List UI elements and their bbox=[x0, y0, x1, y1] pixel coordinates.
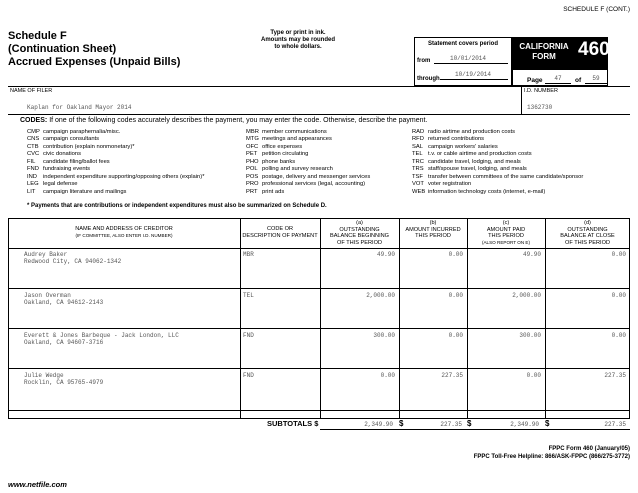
code-item bbox=[246, 129, 370, 136]
code-description: returned contributions bbox=[428, 136, 485, 143]
row-code[interactable]: MBR bbox=[243, 251, 254, 258]
header-col-a-line: (a) bbox=[356, 220, 363, 226]
header-code-line: DESCRIPTION OF PAYMENT bbox=[242, 232, 318, 239]
filer-name[interactable]: Kaplan for Oakland Mayor 2014 bbox=[27, 104, 132, 111]
subtotal-balance-close[interactable]: 227.35 bbox=[604, 421, 626, 428]
row-code[interactable]: FND bbox=[243, 372, 254, 379]
header-code-line: CODE OR bbox=[266, 226, 294, 232]
row-creditor-name[interactable]: Everett & Jones Barbeque - Jack London, LLC bbox=[24, 332, 179, 339]
row-amount-incurred[interactable]: 0.00 bbox=[448, 332, 463, 339]
code-item bbox=[27, 136, 204, 143]
row-amount-paid[interactable]: 0.00 bbox=[526, 372, 541, 379]
header-col-d-line: OUTSTANDING bbox=[567, 226, 608, 233]
header-col-d bbox=[545, 220, 630, 246]
form-number: 460 bbox=[578, 39, 610, 60]
code-description: polling and survey research bbox=[262, 166, 333, 173]
row-balance-close[interactable]: 0.00 bbox=[611, 332, 626, 339]
page-number[interactable]: 47 bbox=[554, 75, 562, 82]
row-creditor-address[interactable]: Oakland, CA 94612-2143 bbox=[24, 299, 104, 306]
form-version: FPPC Form 460 (January/05) bbox=[548, 446, 630, 452]
header-col-b bbox=[399, 220, 467, 240]
code-abbr: CTB bbox=[27, 143, 39, 150]
code-item bbox=[246, 151, 370, 158]
form-text: FORM bbox=[532, 52, 556, 61]
code-abbr: LIT bbox=[27, 188, 36, 195]
code-description: meetings and appearances bbox=[262, 136, 332, 143]
code-item bbox=[246, 144, 370, 151]
california-form-label bbox=[514, 42, 574, 62]
subtotal-balance-beginning[interactable]: 2,349.90 bbox=[364, 421, 393, 428]
code-abbr: PHO bbox=[246, 158, 259, 165]
row-balance-beginning[interactable]: 2,000.00 bbox=[366, 292, 395, 299]
header-col-d-line: OF THIS PERIOD bbox=[565, 239, 610, 246]
of-label: of bbox=[575, 77, 582, 84]
code-description: radio airtime and production costs bbox=[428, 129, 515, 135]
statement-period-title: Statement covers period bbox=[427, 41, 499, 47]
code-description: professional services (legal, accounting) bbox=[262, 181, 366, 188]
row-balance-beginning[interactable]: 49.90 bbox=[376, 251, 395, 258]
code-item bbox=[27, 166, 204, 173]
code-description: campaign workers' salaries bbox=[428, 143, 498, 150]
code-abbr: OFC bbox=[246, 143, 259, 150]
schedule-cont-label: SCHEDULE F (CONT.) bbox=[563, 6, 630, 13]
code-description: fundraising events bbox=[43, 166, 91, 173]
dollar-sign: $ bbox=[545, 419, 550, 428]
code-item bbox=[27, 181, 204, 188]
dollar-sign: $ bbox=[399, 419, 404, 428]
header-col-c-line: THIS PERIOD bbox=[488, 233, 524, 240]
row-balance-close[interactable]: 0.00 bbox=[611, 292, 626, 299]
code-item bbox=[246, 174, 370, 181]
header-creditor bbox=[8, 226, 240, 239]
header-col-a-line: OUTSTANDING bbox=[339, 226, 380, 233]
code-description: campaign literature and mailings bbox=[43, 188, 127, 195]
website-link[interactable]: www.netfile.com bbox=[8, 480, 67, 489]
header-code bbox=[240, 226, 320, 239]
code-item bbox=[27, 151, 204, 158]
code-description: contribution (explain nonmonetary)* bbox=[43, 143, 135, 150]
code-abbr: POL bbox=[246, 166, 258, 173]
code-abbr: TSF bbox=[412, 173, 423, 180]
code-description: phone banks bbox=[262, 158, 296, 165]
code-item bbox=[246, 181, 370, 188]
form-description: Accrued Expenses (Unpaid Bills) bbox=[8, 56, 181, 68]
code-abbr: PET bbox=[246, 151, 258, 158]
code-abbr: PRO bbox=[246, 181, 259, 188]
row-amount-incurred[interactable]: 227.35 bbox=[441, 372, 463, 379]
code-abbr: MBR bbox=[246, 129, 259, 135]
subtotals-label: SUBTOTALS $ bbox=[267, 419, 319, 428]
page-label: Page bbox=[527, 77, 543, 84]
header-col-c-line: (c) bbox=[502, 220, 510, 226]
through-label: through bbox=[417, 76, 440, 82]
code-item bbox=[27, 189, 204, 196]
row-amount-paid[interactable]: 2,000.00 bbox=[512, 292, 541, 299]
header-creditor-title: NAME AND ADDRESS OF CREDITOR bbox=[75, 226, 173, 232]
code-abbr: POS bbox=[246, 173, 259, 180]
header-col-b-line: AMOUNT INCURRED bbox=[405, 226, 461, 233]
codes-column-1 bbox=[27, 129, 204, 196]
code-item bbox=[412, 129, 583, 136]
code-item bbox=[246, 166, 370, 173]
code-description: office expenses bbox=[262, 143, 303, 150]
through-date[interactable]: 10/19/2014 bbox=[454, 71, 491, 78]
code-item bbox=[412, 174, 583, 181]
header-col-c bbox=[467, 220, 545, 246]
code-description: print ads bbox=[262, 188, 285, 195]
code-description: information technology costs (internet, e-mail) bbox=[428, 188, 546, 195]
form-footer bbox=[474, 445, 630, 461]
type-print-line: Type or print in ink. bbox=[270, 30, 326, 36]
code-abbr: TRS bbox=[412, 166, 424, 173]
code-description: t.v. or cable airtime and production costs bbox=[428, 151, 532, 158]
code-abbr: RFD bbox=[412, 136, 424, 143]
type-print-instructions bbox=[252, 30, 344, 51]
code-description: staff/spouse travel, lodging, and meals bbox=[428, 166, 527, 173]
code-item bbox=[412, 166, 583, 173]
code-description: campaign consultants bbox=[43, 136, 100, 143]
dollar-sign: $ bbox=[467, 419, 472, 428]
form-subtitle: (Continuation Sheet) bbox=[8, 43, 117, 55]
code-abbr: MTG bbox=[246, 136, 259, 143]
code-item bbox=[27, 129, 204, 136]
code-abbr: TEL bbox=[412, 151, 423, 158]
code-item bbox=[27, 174, 204, 181]
row-balance-close[interactable]: 0.00 bbox=[611, 251, 626, 258]
california-text: CALIFORNIA bbox=[519, 42, 569, 51]
header-col-a-line: BALANCE BEGINNING bbox=[329, 233, 390, 240]
code-description: legal defense bbox=[43, 181, 78, 188]
row-amount-paid[interactable]: 49.90 bbox=[522, 251, 541, 258]
row-amount-incurred[interactable]: 0.00 bbox=[448, 251, 463, 258]
code-item bbox=[412, 144, 583, 151]
code-item bbox=[412, 189, 583, 196]
code-item bbox=[246, 136, 370, 143]
code-abbr: TRC bbox=[412, 158, 424, 165]
header-col-c-line: AMOUNT PAID bbox=[486, 226, 526, 233]
code-abbr: VOT bbox=[412, 181, 424, 188]
subtotal-amount-paid[interactable]: 2,349.90 bbox=[510, 421, 539, 428]
code-item bbox=[412, 151, 583, 158]
codes-column-3 bbox=[412, 129, 583, 196]
codes-heading bbox=[20, 117, 427, 124]
row-code[interactable]: FND bbox=[243, 332, 254, 339]
code-item bbox=[412, 136, 583, 143]
code-abbr: IND bbox=[27, 173, 37, 180]
code-description: candidate travel, lodging, and meals bbox=[428, 158, 521, 165]
code-abbr: WEB bbox=[412, 188, 426, 195]
code-description: candidate filing/ballot fees bbox=[43, 158, 110, 165]
code-abbr: PRT bbox=[246, 188, 258, 195]
row-creditor-address[interactable]: Redwood City, CA 94062-1342 bbox=[24, 258, 122, 265]
code-description: independent expenditure supporting/opposing others (explain)* bbox=[43, 173, 205, 180]
code-abbr: RAD bbox=[412, 129, 425, 135]
row-balance-beginning[interactable]: 300.00 bbox=[373, 332, 395, 339]
row-amount-incurred[interactable]: 0.00 bbox=[448, 292, 463, 299]
header-col-d-line: (d) bbox=[584, 220, 591, 226]
codes-label: CODES: bbox=[20, 117, 48, 124]
row-code[interactable]: TEL bbox=[243, 292, 254, 299]
row-amount-paid[interactable]: 300.00 bbox=[519, 332, 541, 339]
subtotal-amount-incurred[interactable]: 227.35 bbox=[440, 421, 462, 428]
type-print-line: to whole dollars. bbox=[274, 44, 322, 50]
code-description: member communications bbox=[262, 129, 327, 135]
helpline: FPPC Toll-Free Helpline: 866/ASK-FPPC (866/275-3772) bbox=[473, 454, 630, 460]
header-col-d-line: BALANCE AT CLOSE bbox=[560, 233, 615, 240]
filer-id[interactable]: 1362730 bbox=[527, 104, 553, 111]
row-creditor-name[interactable]: Julie Wedge bbox=[24, 372, 64, 379]
code-abbr: CMP bbox=[27, 129, 40, 135]
code-item bbox=[246, 189, 370, 196]
header-creditor-note: (IF COMMITTEE, ALSO ENTER I.D. NUMBER) bbox=[75, 232, 173, 238]
code-description: petition circulating bbox=[262, 151, 309, 158]
code-item bbox=[412, 181, 583, 188]
code-description: voter registration bbox=[428, 181, 472, 188]
code-item bbox=[27, 159, 204, 166]
code-abbr: CVC bbox=[27, 151, 40, 158]
row-balance-beginning[interactable]: 0.00 bbox=[380, 372, 395, 379]
filer-id-label: I.D. NUMBER bbox=[524, 88, 558, 94]
header-col-a-line: OF THIS PERIOD bbox=[337, 239, 382, 246]
code-item bbox=[412, 159, 583, 166]
row-creditor-address[interactable]: Rocklin, CA 95765-4979 bbox=[24, 379, 104, 386]
from-label: from bbox=[417, 58, 431, 64]
codes-instructions: If one of the following codes accurately describes the payment, you may enter the code. Otherwise, describe the payment. bbox=[49, 117, 428, 124]
type-print-line: Amounts may be rounded bbox=[260, 37, 335, 43]
payments-note: * Payments that are contributions or independent expenditures must also be summarized on Schedule D. bbox=[27, 203, 327, 209]
header-col-a bbox=[320, 220, 399, 246]
code-description: campaign paraphernalia/misc. bbox=[43, 129, 121, 135]
code-abbr: FND bbox=[27, 166, 39, 173]
from-date[interactable]: 10/01/2014 bbox=[449, 55, 486, 62]
row-balance-close[interactable]: 227.35 bbox=[604, 372, 626, 379]
code-abbr: SAL bbox=[412, 143, 423, 150]
code-abbr: FIL bbox=[27, 158, 36, 165]
code-description: postage, delivery and messenger services bbox=[262, 173, 371, 180]
header-col-b-line: THIS PERIOD bbox=[415, 233, 451, 240]
code-description: civic donations bbox=[43, 151, 82, 158]
row-creditor-name[interactable]: Jason Overman bbox=[24, 292, 71, 299]
code-item bbox=[246, 159, 370, 166]
header-col-b-line: (b) bbox=[429, 220, 437, 226]
page-total[interactable]: 59 bbox=[592, 75, 600, 82]
row-creditor-name[interactable]: Audrey Baker bbox=[24, 251, 68, 258]
code-abbr: LEG bbox=[27, 181, 39, 188]
row-creditor-address[interactable]: Oakland, CA 94607-3716 bbox=[24, 339, 104, 346]
header-col-c-note: (ALSO REPORT ON E) bbox=[481, 239, 531, 245]
code-description: transfer between committees of the same candidate/sponsor bbox=[428, 173, 584, 180]
code-item bbox=[27, 144, 204, 151]
code-abbr: CNS bbox=[27, 136, 40, 143]
filer-name-label: NAME OF FILER bbox=[10, 88, 53, 94]
form-title: Schedule F bbox=[8, 30, 67, 42]
codes-column-2 bbox=[246, 129, 370, 196]
